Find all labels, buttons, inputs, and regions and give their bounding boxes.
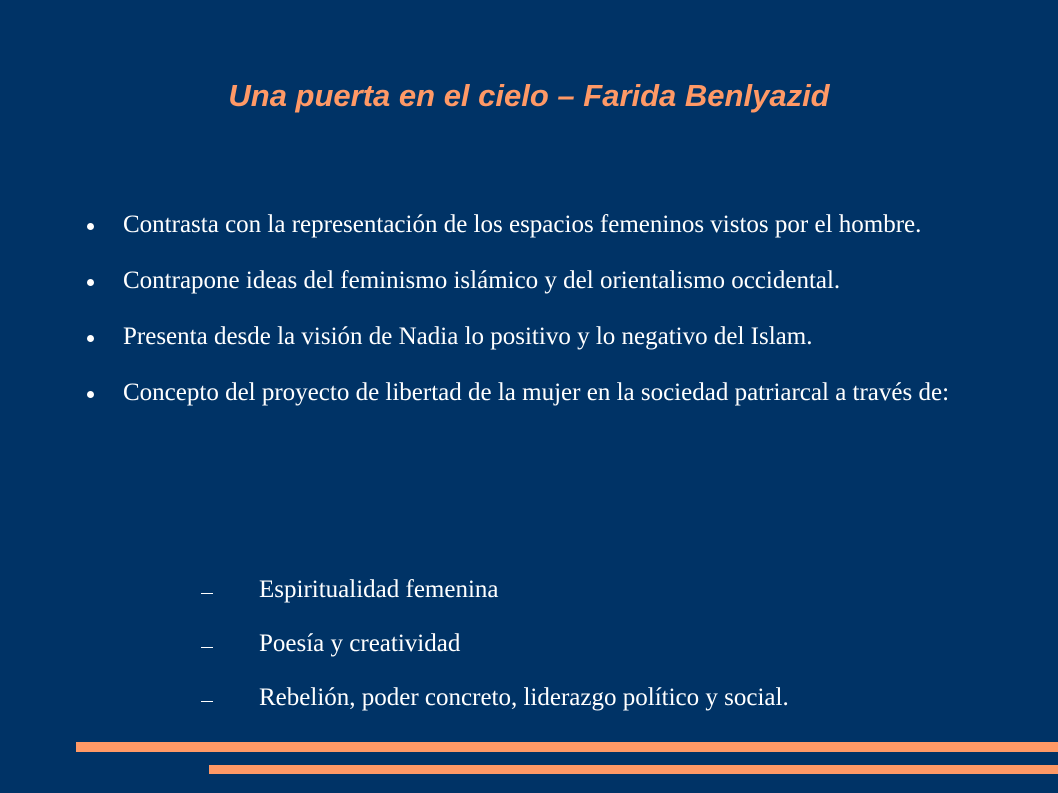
- bullet-dot-icon: [87, 223, 94, 230]
- bullet-text: Concepto del proyecto de libertad de la mujer en la sociedad patriarcal a través de:: [123, 379, 950, 406]
- sub-bullet-text: Poesía y creatividad: [259, 630, 461, 657]
- dash-icon: [201, 647, 213, 648]
- bullet-item: [0, 376, 1058, 410]
- decorative-bar-upper: [76, 742, 1058, 752]
- sub-bullet-text: Espiritualidad femenina: [259, 576, 499, 603]
- dash-icon: [201, 593, 213, 594]
- bullet-list: [0, 208, 1058, 432]
- bullet-dot-icon: [87, 391, 94, 398]
- bullet-text: Presenta desde la visión de Nadia lo positivo y lo negativo del Islam.: [123, 323, 813, 350]
- sub-bullet-item: [0, 681, 1058, 715]
- bullet-text: Contrapone ideas del feminismo islámico y del orientalismo occidental.: [123, 267, 841, 294]
- bullet-dot-icon: [87, 279, 94, 286]
- dash-icon: [201, 701, 213, 702]
- decorative-bar-lower: [209, 765, 1058, 774]
- sub-bullet-item: [0, 627, 1058, 661]
- sub-bullet-item: [0, 573, 1058, 607]
- bullet-item: [0, 208, 1058, 242]
- sub-bullet-list: [0, 573, 1058, 735]
- bullet-text: Contrasta con la representación de los espacios femeninos vistos por el hombre.: [123, 211, 922, 238]
- bullet-dot-icon: [87, 335, 94, 342]
- slide-title: Una puerta en el cielo – Farida Benlyazid: [228, 78, 830, 113]
- bullet-item: [0, 320, 1058, 354]
- bullet-item: [0, 264, 1058, 298]
- sub-bullet-text: Rebelión, poder concreto, liderazgo político y social.: [259, 684, 789, 711]
